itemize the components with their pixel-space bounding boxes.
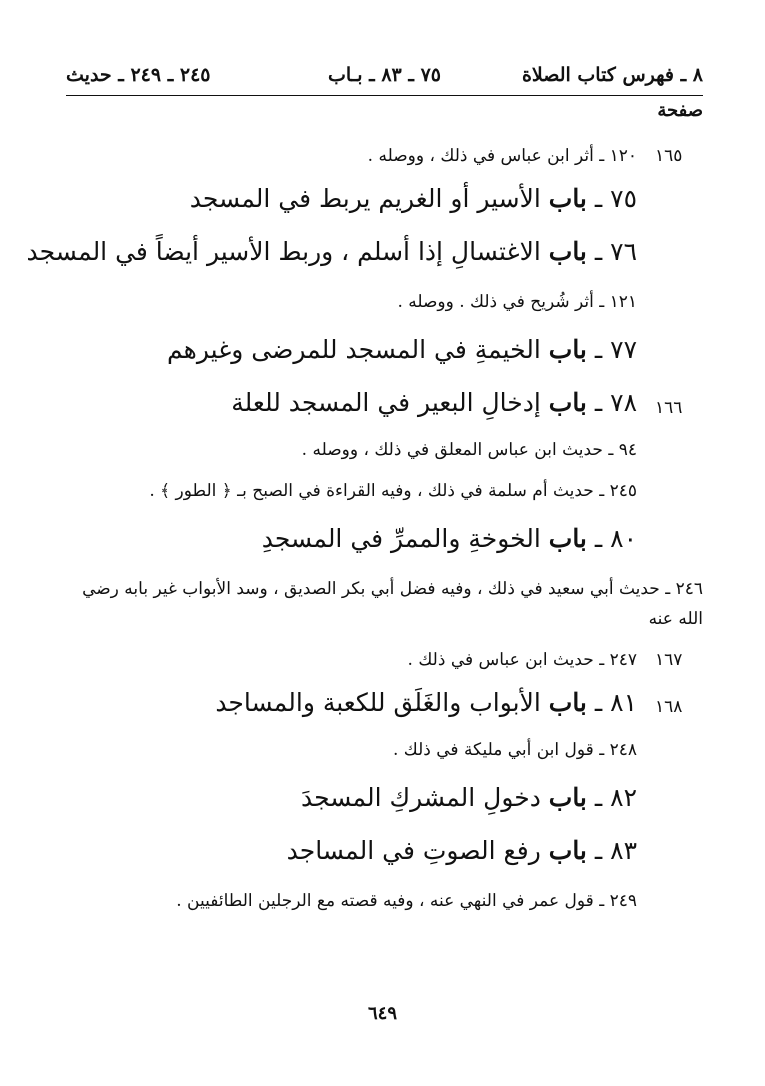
chapter-number: ٧٦ ـ bbox=[594, 237, 637, 266]
chapter-81 bbox=[215, 688, 637, 717]
entry-120: ١٢٠ ـ أثر ابن عباس في ذلك ، ووصله . bbox=[367, 146, 637, 166]
chapter-76 bbox=[27, 237, 637, 266]
chapter-title: إدخالِ البعير في المسجد للعلة bbox=[231, 388, 541, 417]
chapter-bab-label: باب bbox=[548, 783, 587, 812]
chapter-83 bbox=[287, 836, 637, 865]
chapter-number: ٨٣ ـ bbox=[594, 836, 637, 865]
entry-245: ٢٤٥ ـ حديث أم سلمة في ذلك ، وفيه القراءة في الصبح بـ ﴿ الطور ﴾ . bbox=[149, 481, 637, 501]
chapter-title: الأسير أو الغريم يربط في المسجد bbox=[189, 184, 541, 213]
chapter-number: ٧٨ ـ bbox=[594, 388, 637, 417]
entry-249: ٢٤٩ ـ قول عمر في النهي عنه ، وفيه قصته مع الرجلين الطائفيين . bbox=[176, 891, 637, 911]
chapter-78 bbox=[231, 388, 637, 417]
chapter-bab-label: باب bbox=[548, 524, 587, 553]
page-number-166: ١٦٦ bbox=[655, 398, 683, 418]
chapter-77 bbox=[167, 335, 637, 364]
chapter-number: ٨٢ ـ bbox=[594, 783, 637, 812]
entry-247: ٢٤٧ ـ حديث ابن عباس في ذلك . bbox=[407, 650, 637, 670]
header-rule bbox=[66, 95, 703, 96]
chapter-bab-label: باب bbox=[548, 184, 587, 213]
entry-94: ٩٤ ـ حديث ابن عباس المعلق في ذلك ، ووصله . bbox=[301, 440, 637, 460]
page-column-heading: صفحة bbox=[657, 100, 703, 121]
chapter-number: ٨١ ـ bbox=[594, 688, 637, 717]
page-number-167: ١٦٧ bbox=[655, 650, 683, 670]
chapter-number: ٧٧ ـ bbox=[594, 335, 637, 364]
chapter-bab-label: باب bbox=[548, 836, 587, 865]
chapter-number: ٨٠ ـ bbox=[594, 524, 637, 553]
chapter-75 bbox=[190, 184, 637, 213]
chapter-80 bbox=[262, 524, 637, 553]
chapter-title: الأبواب والغَلَق للكعبة والمساجد bbox=[215, 688, 541, 717]
chapter-82 bbox=[301, 783, 637, 812]
header-section-title: ٨ ـ فهرس كتاب الصلاة bbox=[521, 64, 703, 86]
running-header bbox=[66, 58, 703, 92]
entry-246: ٢٤٦ ـ حديث أبي سعيد في ذلك ، وفيه فضل أبي بكر الصديق ، وسد الأبواب غير بابه رضي الله عنه bbox=[82, 579, 703, 629]
chapter-title: الخيمةِ في المسجد للمرضى وغيرهم bbox=[167, 335, 541, 364]
entry-248: ٢٤٨ ـ قول ابن أبي مليكة في ذلك . bbox=[392, 740, 637, 760]
chapter-bab-label: باب bbox=[548, 237, 587, 266]
page-number-165: ١٦٥ bbox=[655, 146, 683, 166]
header-chapter-range: ٧٥ ـ ٨٣ ـ بـاب bbox=[328, 64, 441, 86]
chapter-title: دخولِ المشركِ المسجدَ bbox=[300, 783, 541, 812]
chapter-bab-label: باب bbox=[548, 688, 587, 717]
entry-121: ١٢١ ـ أثر شُريح في ذلك . ووصله . bbox=[397, 292, 637, 312]
chapter-title: رفع الصوتِ في المساجد bbox=[286, 836, 541, 865]
header-hadith-range: ٢٤٥ ـ ٢٤٩ ـ حديث bbox=[66, 64, 211, 86]
chapter-bab-label: باب bbox=[548, 335, 587, 364]
footer-page-number: ٦٤٩ bbox=[367, 1003, 397, 1024]
chapter-number: ٧٥ ـ bbox=[594, 184, 637, 213]
chapter-title: الاغتسالِ إذا أسلم ، وربط الأسير أيضاً في المسجد bbox=[26, 237, 541, 266]
chapter-title: الخوخةِ والممرِّ في المسجدِ bbox=[261, 524, 541, 553]
page-number-168: ١٦٨ bbox=[655, 697, 683, 717]
chapter-bab-label: باب bbox=[548, 388, 587, 417]
